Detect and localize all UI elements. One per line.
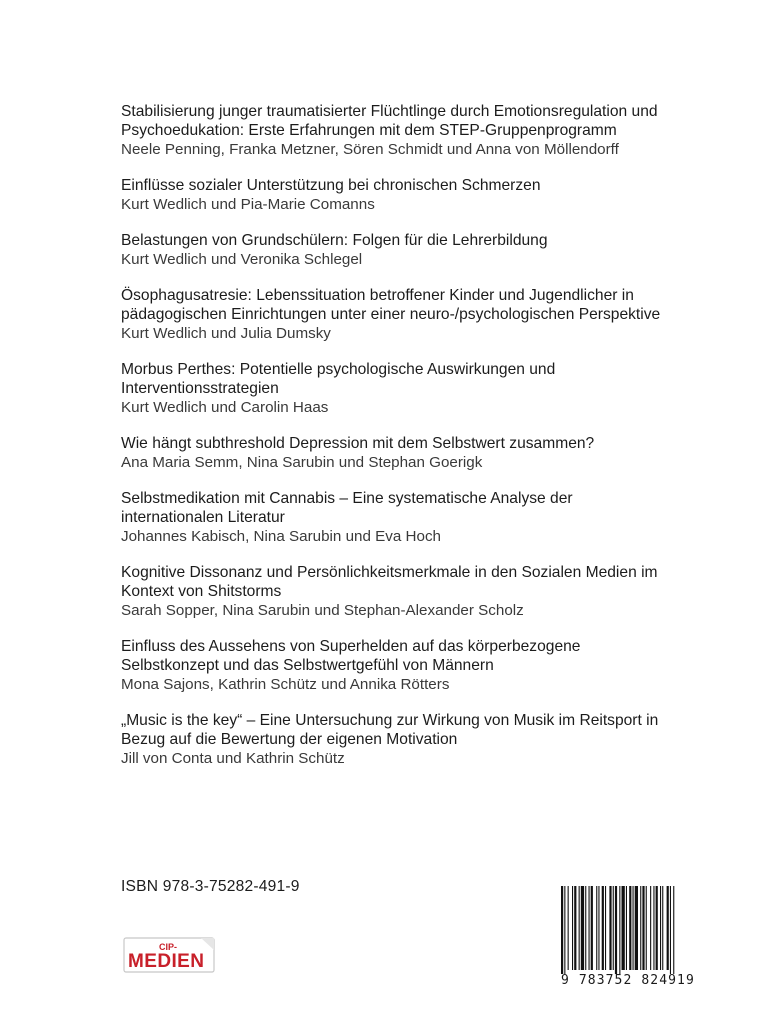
barcode-bar	[626, 886, 627, 970]
article-authors: Jill von Conta und Kathrin Schütz	[121, 750, 345, 767]
article-list	[121, 102, 721, 785]
barcode-bar	[591, 886, 593, 970]
article-title-line: Morbus Perthes: Potentielle psychologische Auswirkungen und	[121, 361, 556, 378]
article-authors: Neele Penning, Franka Metzner, Sören Schmidt und Anna von Möllendorff	[121, 141, 619, 158]
article-entry	[121, 434, 721, 472]
article-title-line: Wie hängt subthreshold Depression mit dem Selbstwert zusammen?	[121, 435, 595, 452]
logo-main-text: MEDIEN	[128, 951, 204, 972]
barcode-bar	[656, 886, 658, 970]
article-authors: Kurt Wedlich und Julia Dumsky	[121, 325, 331, 342]
article-title-line: Ösophagusatresie: Lebenssituation betroffener Kinder und Jugendlicher in	[121, 287, 634, 304]
barcode-bar	[670, 886, 671, 974]
article-entry	[121, 711, 721, 768]
barcode-bar	[615, 886, 617, 974]
article-entry	[121, 102, 721, 159]
article-authors: Ana Maria Semm, Nina Sarubin und Stephan Goerigk	[121, 454, 483, 471]
barcode-bar	[609, 886, 611, 970]
article-authors: Sarah Sopper, Nina Sarubin und Stephan-Alexander Scholz	[121, 602, 524, 619]
article-entry	[121, 489, 721, 546]
article-entry	[121, 286, 721, 343]
barcode-bar	[581, 886, 584, 970]
article-entry	[121, 231, 721, 269]
barcode-icon	[555, 884, 720, 974]
barcode-bar	[596, 886, 597, 970]
article-title-line: „Music is the key“ – Eine Untersuchung zur Wirkung von Musik im Reitsport in	[121, 712, 659, 729]
barcode-bar	[640, 886, 641, 970]
barcode-bar	[568, 886, 569, 970]
barcode-bar	[673, 886, 674, 974]
barcode-bar	[619, 886, 620, 974]
barcode-bar	[598, 886, 599, 970]
barcode-bar	[633, 886, 634, 970]
barcode-bar	[574, 886, 576, 970]
barcode-bar	[589, 886, 590, 970]
article-authors: Johannes Kabisch, Nina Sarubin und Eva Hoch	[121, 528, 441, 545]
article-title-line: Kognitive Dissonanz und Persönlichkeitsmerkmale in den Sozialen Medien im	[121, 564, 658, 581]
article-authors: Kurt Wedlich und Pia-Marie Comanns	[121, 196, 375, 213]
barcode-bar	[653, 886, 654, 970]
isbn-label: ISBN 978-3-75282-491-9	[121, 878, 300, 895]
article-title-line: Selbstkonzept und das Selbstwertgefühl von Männern	[121, 657, 494, 674]
article-title-line: pädagogischen Einrichtungen unter einer neuro-/psychologischen Perspektive	[121, 306, 661, 323]
article-title-line: Kontext von Shitstorms	[121, 583, 282, 600]
barcode-bar	[667, 886, 669, 970]
barcode-bar	[646, 886, 647, 970]
barcode-bar	[561, 886, 563, 974]
barcode-bar	[660, 886, 661, 970]
article-title-line: Einfluss des Aussehens von Superhelden auf das körperbezogene	[121, 638, 581, 655]
barcode-bar	[662, 886, 663, 970]
article-entry	[121, 176, 721, 214]
barcode-bar	[585, 886, 586, 970]
barcode-digits: 9 783752 824919	[561, 973, 695, 988]
article-title-line: Psychoedukation: Erste Erfahrungen mit dem STEP-Gruppenprogramm	[121, 122, 617, 139]
barcode-bar	[602, 886, 604, 970]
article-entry	[121, 637, 721, 694]
logo-top-text: CIP-	[159, 942, 177, 952]
article-title-line: Einflüsse sozialer Unterstützung bei chronischen Schmerzen	[121, 177, 541, 194]
barcode-bar	[579, 886, 580, 970]
article-authors: Kurt Wedlich und Carolin Haas	[121, 399, 329, 416]
barcode-bar	[605, 886, 606, 970]
article-authors: Mona Sajons, Kathrin Schütz und Annika Rötters	[121, 676, 450, 693]
article-entry	[121, 563, 721, 620]
isbn-barcode	[555, 884, 720, 994]
article-title-line: internationalen Literatur	[121, 509, 285, 526]
article-title-line: Belastungen von Grundschülern: Folgen für die Lehrerbildung	[121, 232, 548, 249]
barcode-bar	[650, 886, 651, 970]
barcode-bar	[564, 886, 565, 974]
barcode-bar	[629, 886, 631, 970]
article-entry	[121, 360, 721, 417]
article-authors: Kurt Wedlich und Veronika Schlegel	[121, 251, 363, 268]
barcode-bar	[642, 886, 644, 970]
barcode-bar	[635, 886, 638, 970]
barcode-bar	[622, 886, 625, 970]
cip-medien-logo-icon	[123, 936, 218, 974]
article-title-line: Bezug auf die Bewertung der eigenen Motivation	[121, 731, 458, 748]
article-title-line: Interventionsstrategien	[121, 380, 279, 397]
barcode-bar	[613, 886, 614, 970]
article-title-line: Stabilisierung junger traumatisierter Flüchtlinge durch Emotionsregulation und	[121, 103, 658, 120]
article-title-line: Selbstmedikation mit Cannabis – Eine systematische Analyse der	[121, 490, 573, 507]
barcode-bar	[572, 886, 573, 970]
publisher-logo	[123, 936, 218, 974]
